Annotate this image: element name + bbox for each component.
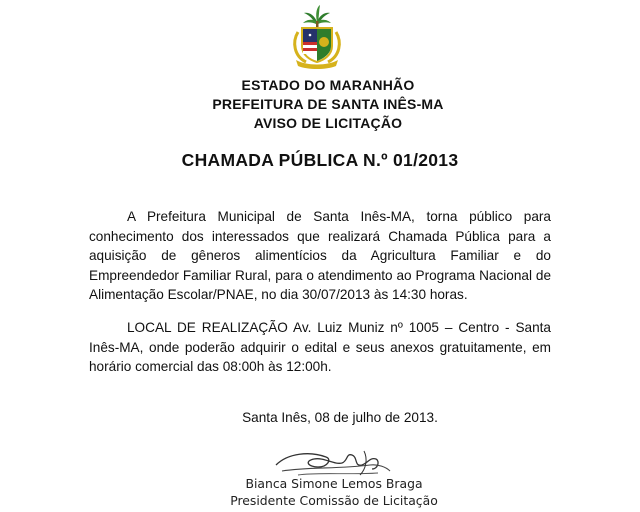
location-paragraph: LOCAL DE REALIZAÇÃO Av. Luiz Muniz nº 1005 – Centro - Santa Inês-MA, onde poderão adquirir o edital e seus anexos gratuitamente, em horário comercial das 08:00h às 12:00h. <box>89 320 551 375</box>
notice-type: AVISO DE LICITAÇÃO <box>253 115 403 131</box>
page-title: CHAMADA PÚBLICA N.º 01/2013 <box>181 150 459 170</box>
announcement-paragraph: A Prefeitura Municipal de Santa Inês-MA, torna público para conhecimento dos interessados que realizará Chamada Pública para a aquisição de gêneros alimentícios da Agricultura Familiar e do Empreendedor Familiar Rural, para o atendimento ao Programa Nacional de Alimentação Escolar/PNAE, no dia 30/07/2013 às 14:30 horas. <box>89 209 551 303</box>
palm-crest <box>303 5 331 27</box>
shield <box>302 28 332 62</box>
maranhao-coat-of-arms-icon <box>284 4 350 70</box>
header-block <box>0 76 640 133</box>
dateline: Santa Inês, 08 de julho de 2013. <box>242 410 438 425</box>
signatory-role: Presidente Comissão de Licitação <box>230 492 438 508</box>
signatory-name: Bianca Simone Lemos Braga <box>245 476 423 491</box>
signatory-block <box>0 476 640 509</box>
municipality-name: PREFEITURA DE SANTA INÊS-MA <box>212 96 444 112</box>
state-name: ESTADO DO MARANHÃO <box>241 77 415 93</box>
